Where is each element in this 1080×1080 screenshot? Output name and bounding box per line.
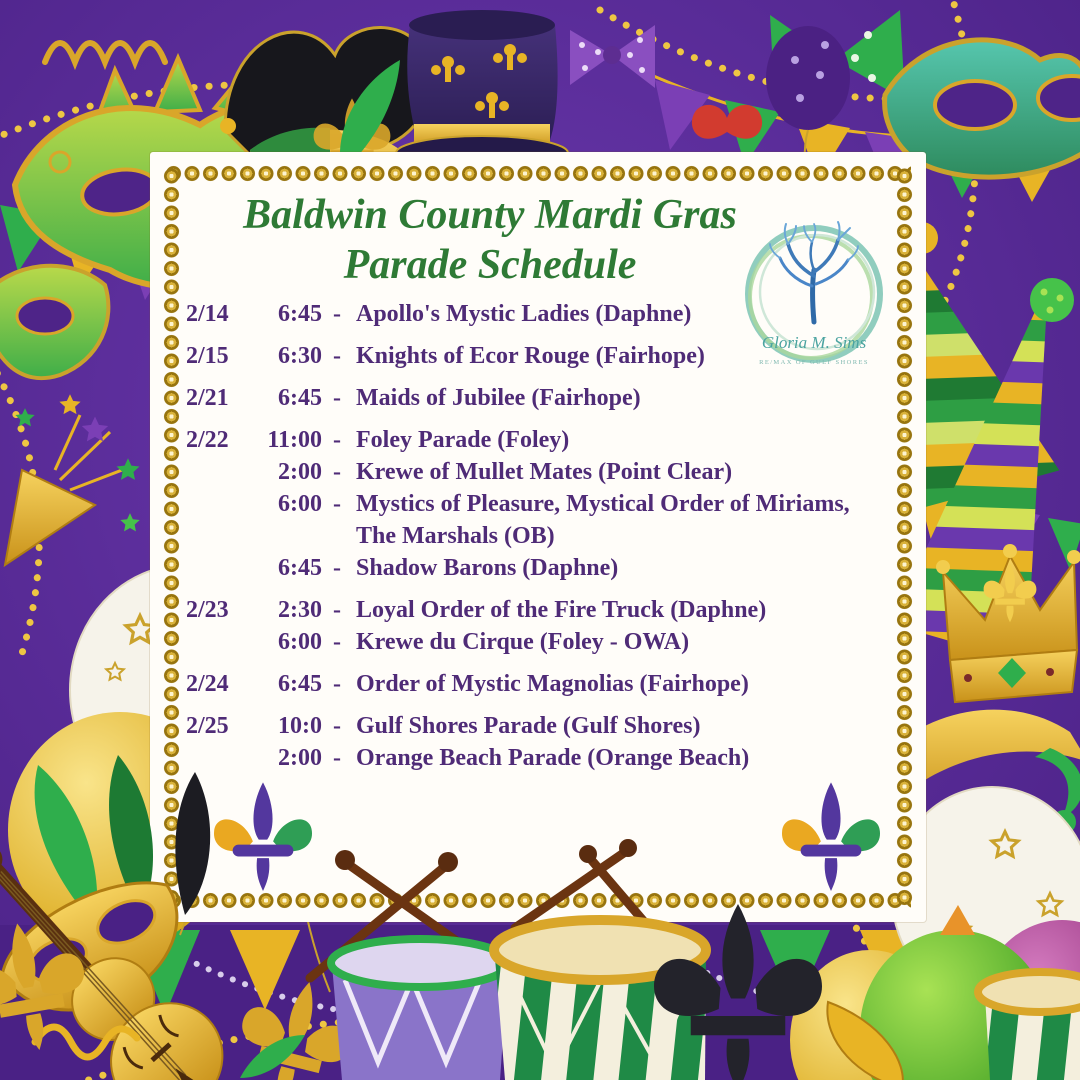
parade-date: 2/22 xyxy=(186,427,229,453)
parade-name: Order of Mystic Magnolias (Fairhope) xyxy=(356,671,749,697)
parade-name: Krewe du Cirque (Foley - OWA) xyxy=(356,629,690,655)
parade-date: 2/14 xyxy=(186,301,229,327)
schedule-row xyxy=(186,382,912,414)
parade-time: 6:45 xyxy=(278,301,322,327)
parade-time: 2:00 xyxy=(278,459,322,485)
schedule-group xyxy=(186,382,912,414)
schedule-group xyxy=(186,298,912,330)
parade-name: Foley Parade (Foley) xyxy=(356,427,570,453)
parade-name: Shadow Barons (Daphne) xyxy=(356,555,619,581)
schedule-list xyxy=(186,298,912,784)
parade-name: Apollo's Mystic Ladies (Daphne) xyxy=(356,301,692,327)
bead-border-left xyxy=(163,167,180,907)
schedule-row xyxy=(186,424,912,456)
schedule-group xyxy=(186,710,912,774)
parade-time: 6:45 xyxy=(278,555,322,581)
parade-date: 2/23 xyxy=(186,597,229,623)
dash-separator: - xyxy=(333,343,341,369)
title-line1: Baldwin County Mardi Gras xyxy=(243,192,737,238)
schedule-card xyxy=(150,152,926,922)
fleur-de-lis-icon xyxy=(204,774,322,912)
schedule-row xyxy=(186,552,912,584)
parade-time: 6:00 xyxy=(278,629,322,655)
parade-date: 2/21 xyxy=(186,385,229,411)
dash-separator: - xyxy=(333,459,341,485)
schedule-row xyxy=(186,626,912,658)
schedule-row xyxy=(186,742,912,774)
parade-name-line2: The Marshals (OB) xyxy=(356,523,555,549)
parade-time: 6:00 xyxy=(278,491,322,517)
parade-name: Maids of Jubilee (Fairhope) xyxy=(356,385,641,411)
parade-name: Orange Beach Parade (Orange Beach) xyxy=(356,745,750,771)
parade-time: 6:45 xyxy=(278,385,322,411)
schedule-row xyxy=(186,488,912,552)
parade-name: Gulf Shores Parade (Gulf Shores) xyxy=(356,713,701,739)
schedule-row xyxy=(186,298,912,330)
schedule-row xyxy=(186,456,912,488)
dash-separator: - xyxy=(333,713,341,739)
schedule-group xyxy=(186,668,912,700)
bead-border-top xyxy=(165,165,911,182)
parade-time: 2:00 xyxy=(278,745,322,771)
schedule-group xyxy=(186,340,912,372)
logo-name: Gloria M. Sims xyxy=(761,333,867,352)
parade-date: 2/15 xyxy=(186,343,229,369)
dash-separator: - xyxy=(333,427,341,453)
schedule-group xyxy=(186,424,912,584)
parade-name: Mystics of Pleasure, Mystical Order of Miriams, The Marshals (OB) xyxy=(352,488,912,552)
schedule-row xyxy=(186,668,912,700)
fleur-de-lis-icon xyxy=(772,774,890,912)
title-line2: Parade Schedule xyxy=(343,242,637,288)
schedule-row xyxy=(186,710,912,742)
parade-name: Loyal Order of the Fire Truck (Daphne) xyxy=(356,597,767,623)
parade-time: 10:0 xyxy=(278,713,322,739)
schedule-group xyxy=(186,594,912,658)
dash-separator: - xyxy=(333,555,341,581)
parade-date: 2/24 xyxy=(186,671,229,697)
schedule-row xyxy=(186,594,912,626)
page-title xyxy=(192,190,788,290)
parade-time: 6:30 xyxy=(278,343,322,369)
parade-time: 6:45 xyxy=(278,671,322,697)
dash-separator: - xyxy=(333,597,341,623)
parade-time: 11:00 xyxy=(267,427,322,453)
dash-separator: - xyxy=(333,671,341,697)
schedule-row xyxy=(186,340,912,372)
parade-name: Knights of Ecor Rouge (Fairhope) xyxy=(356,343,705,369)
parade-date: 2/25 xyxy=(186,713,229,739)
dash-separator: - xyxy=(333,629,341,655)
parade-time: 2:30 xyxy=(278,597,322,623)
dash-separator: - xyxy=(333,385,341,411)
parade-name: Krewe of Mullet Mates (Point Clear) xyxy=(356,459,733,485)
dash-separator: - xyxy=(333,301,341,327)
dash-separator: - xyxy=(333,491,341,517)
dash-separator: - xyxy=(333,745,341,771)
logo-subtitle: RE/MAX OF GULF SHORES xyxy=(759,359,869,366)
